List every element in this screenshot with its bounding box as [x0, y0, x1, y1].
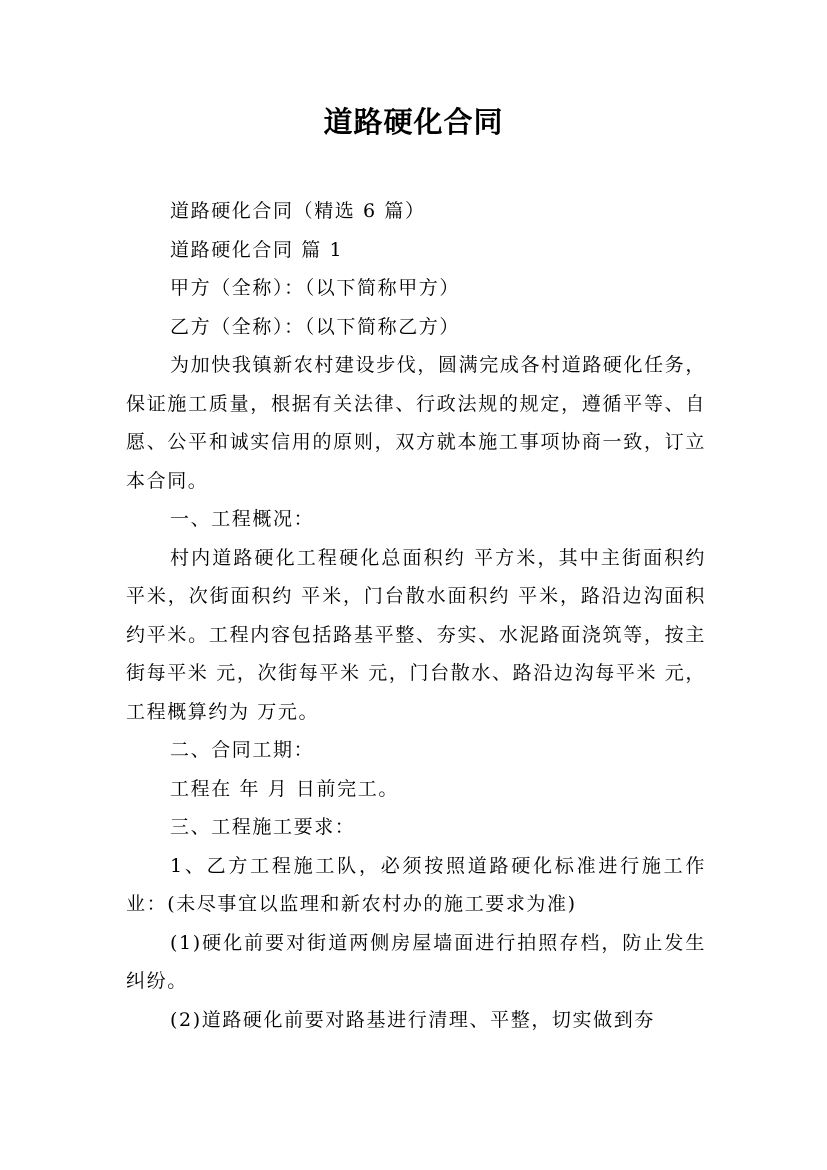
- paragraph-party-b: 乙方（全称）：（以下简称乙方）: [170, 315, 461, 338]
- section-heading-requirements: 三、工程施工要求：: [170, 816, 356, 838]
- document-title: 道路硬化合同: [323, 105, 504, 139]
- paragraph-party-a: 甲方（全称）：（以下简称甲方）: [170, 277, 461, 299]
- paragraph-duration: 工程在 年 月 日前完工。: [170, 777, 399, 800]
- paragraph-requirement-1-2: (2)道路硬化前要对路基进行清理、平整，切实做到夯: [170, 1008, 655, 1031]
- paragraph-heading-selection: 道路硬化合同（精选 6 篇）: [170, 200, 426, 222]
- paragraph-preamble: 为加快我镇新农村建设步伐，圆满完成各村道路硬化任务，保证施工质量，根据有关法律、行政法规的规定，遵循平等、自愿、公平和诚实信用的原则，双方就本施工事项协商一致，订立本合同。: [126, 354, 706, 492]
- paragraph-requirement-1: 1、乙方工程施工队，必须按照道路硬化标准进行施工作业：(未尽事宜以监理和新农村办的施工要求为准): [126, 854, 706, 915]
- paragraph-requirement-1-1: (1)硬化前要对街道两侧房屋墙面进行拍照存档，防止发生纠纷。: [126, 931, 706, 992]
- paragraph-chapter-1: 道路硬化合同 篇 1: [170, 238, 344, 261]
- section-heading-overview: 一、工程概况：: [170, 508, 315, 530]
- paragraph-overview: 村内道路硬化工程硬化总面积约 平方米，其中主街面积约 平米，次街面积约 平米，门台散水面积约 平米，路沿边沟面积约平米。工程内容包括路基平整、夯实、水泥路面浇筑等，按主街每平米 元，次街每平米 元，门台散水、路沿边沟每平米 元，工程概算约为 万元。: [126, 546, 714, 723]
- document-body: [126, 192, 714, 1039]
- section-heading-duration: 二、合同工期：: [170, 739, 315, 761]
